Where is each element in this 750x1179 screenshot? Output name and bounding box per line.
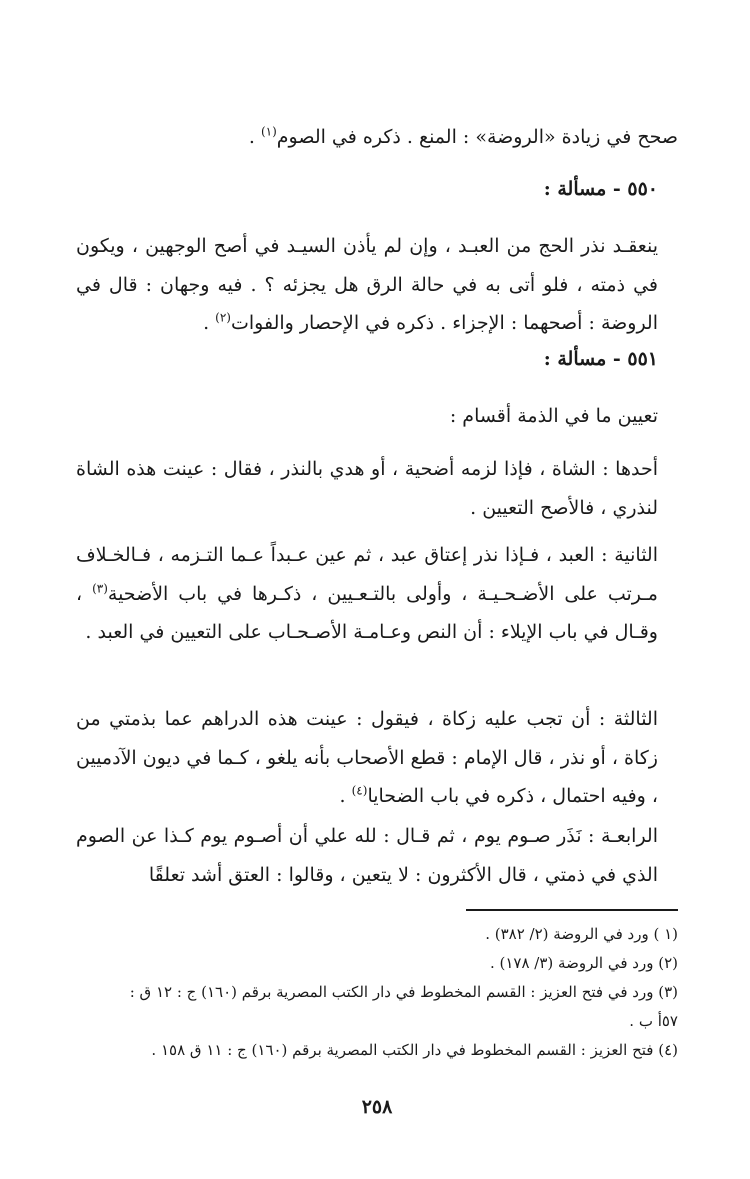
paragraph-third-category	[76, 700, 678, 816]
paragraph-text-end: .	[203, 312, 216, 334]
paragraph-second-category	[76, 536, 678, 652]
paragraph-text: ينعقـد نذر الحج من العبـد ، وإن لم يأذن السيـد في أصح الوجهين ، ويكون في ذمته ، فلو أتى به في حالة الرق هل يجزئه ؟ . فيه وجهان : قال في الروضة : أصحهما : الإجزاء . ذكره في الإحصار والفوات	[76, 235, 658, 334]
paragraph-fourth-category: الرابعـة : نَذَر صـوم يوم ، ثم قـال : لله علي أن أصـوم يوم كـذا عن الصوم الذي في ذمتي ، قال الأكثرون : لا يتعين ، وقالوا : العتق أشد تعلقًا	[76, 825, 658, 886]
footnote-1: (١ ) ورد في الروضة (٢/ ٣٨٢) .	[485, 925, 678, 943]
book-page	[76, 0, 678, 1179]
footnote-ref: (٤)	[351, 783, 368, 798]
footnote-ref: (٢)	[215, 310, 231, 325]
issue-heading-551: ٥٥١ - مسألة :	[543, 348, 658, 370]
issue-heading-550: ٥٥٠ - مسألة :	[543, 178, 658, 200]
footnote-3-continued: ٥٧أ ب .	[629, 1012, 678, 1030]
paragraph-text-continued: ، وقـال في باب الإيلاء : أن النص وعـامـة الأصـحـاب على التعيين في العبد .	[76, 582, 658, 643]
footnote-ref: (٣)	[92, 581, 108, 596]
paragraph-categories-intro: تعيين ما في الذمة أقسام :	[449, 405, 658, 427]
footnote-ref: (١)	[260, 124, 277, 139]
paragraph-text-end: .	[339, 785, 352, 807]
paragraph-opening	[76, 118, 678, 157]
footnote-4: (٤) فتح العزيز : القسم المخطوط في دار الكتب المصرية برقم (١٦٠) ج : ١١ ق ١٥٨ .	[151, 1041, 678, 1059]
footnote-3: (٣) ورد في فتح العزيز : القسم المخطوط في دار الكتب المصرية برقم (١٦٠) ج : ١٢ ق :	[129, 983, 678, 1001]
paragraph-first-category: أحدها : الشاة ، فإذا لزمه أضحية ، أو هدي بالنذر ، فقال : عينت هذه الشاة لنذري ، فالأصح التعيين .	[76, 458, 658, 519]
paragraph-text: الثالثة : أن تجب عليه زكاة ، فيقول : عينت هذه الدراهم عما بذمتي من زكاة ، أو نذر ، قال الإمام : قطع الأصحاب بأنه يلغو ، كـما في ديون الآدميين ، وفيه احتمال ، ذكره في باب الضحايا	[76, 708, 658, 807]
footnote-2: (٢) ورد في الروضة (٣/ ١٧٨) .	[489, 954, 678, 972]
paragraph-text-end: .	[248, 126, 261, 148]
paragraph-550	[76, 227, 678, 343]
paragraph-text: صحح في زيادة «الروضة» : المنع . ذكره في الصوم	[276, 126, 678, 148]
paragraph-text: الثانية : العبد ، فـإذا نذر إعتاق عبد ، ثم عين عـبداً عـما التـزمه ، فـالخـلاف مـرتب على الأضـحـيـة ، وأولى بالتـعـيين ، ذكـرها في باب الأضحية	[76, 544, 658, 605]
footnotes	[76, 920, 678, 1065]
footnote-divider	[466, 909, 678, 911]
page-number: ٢٥٨	[361, 1096, 393, 1118]
